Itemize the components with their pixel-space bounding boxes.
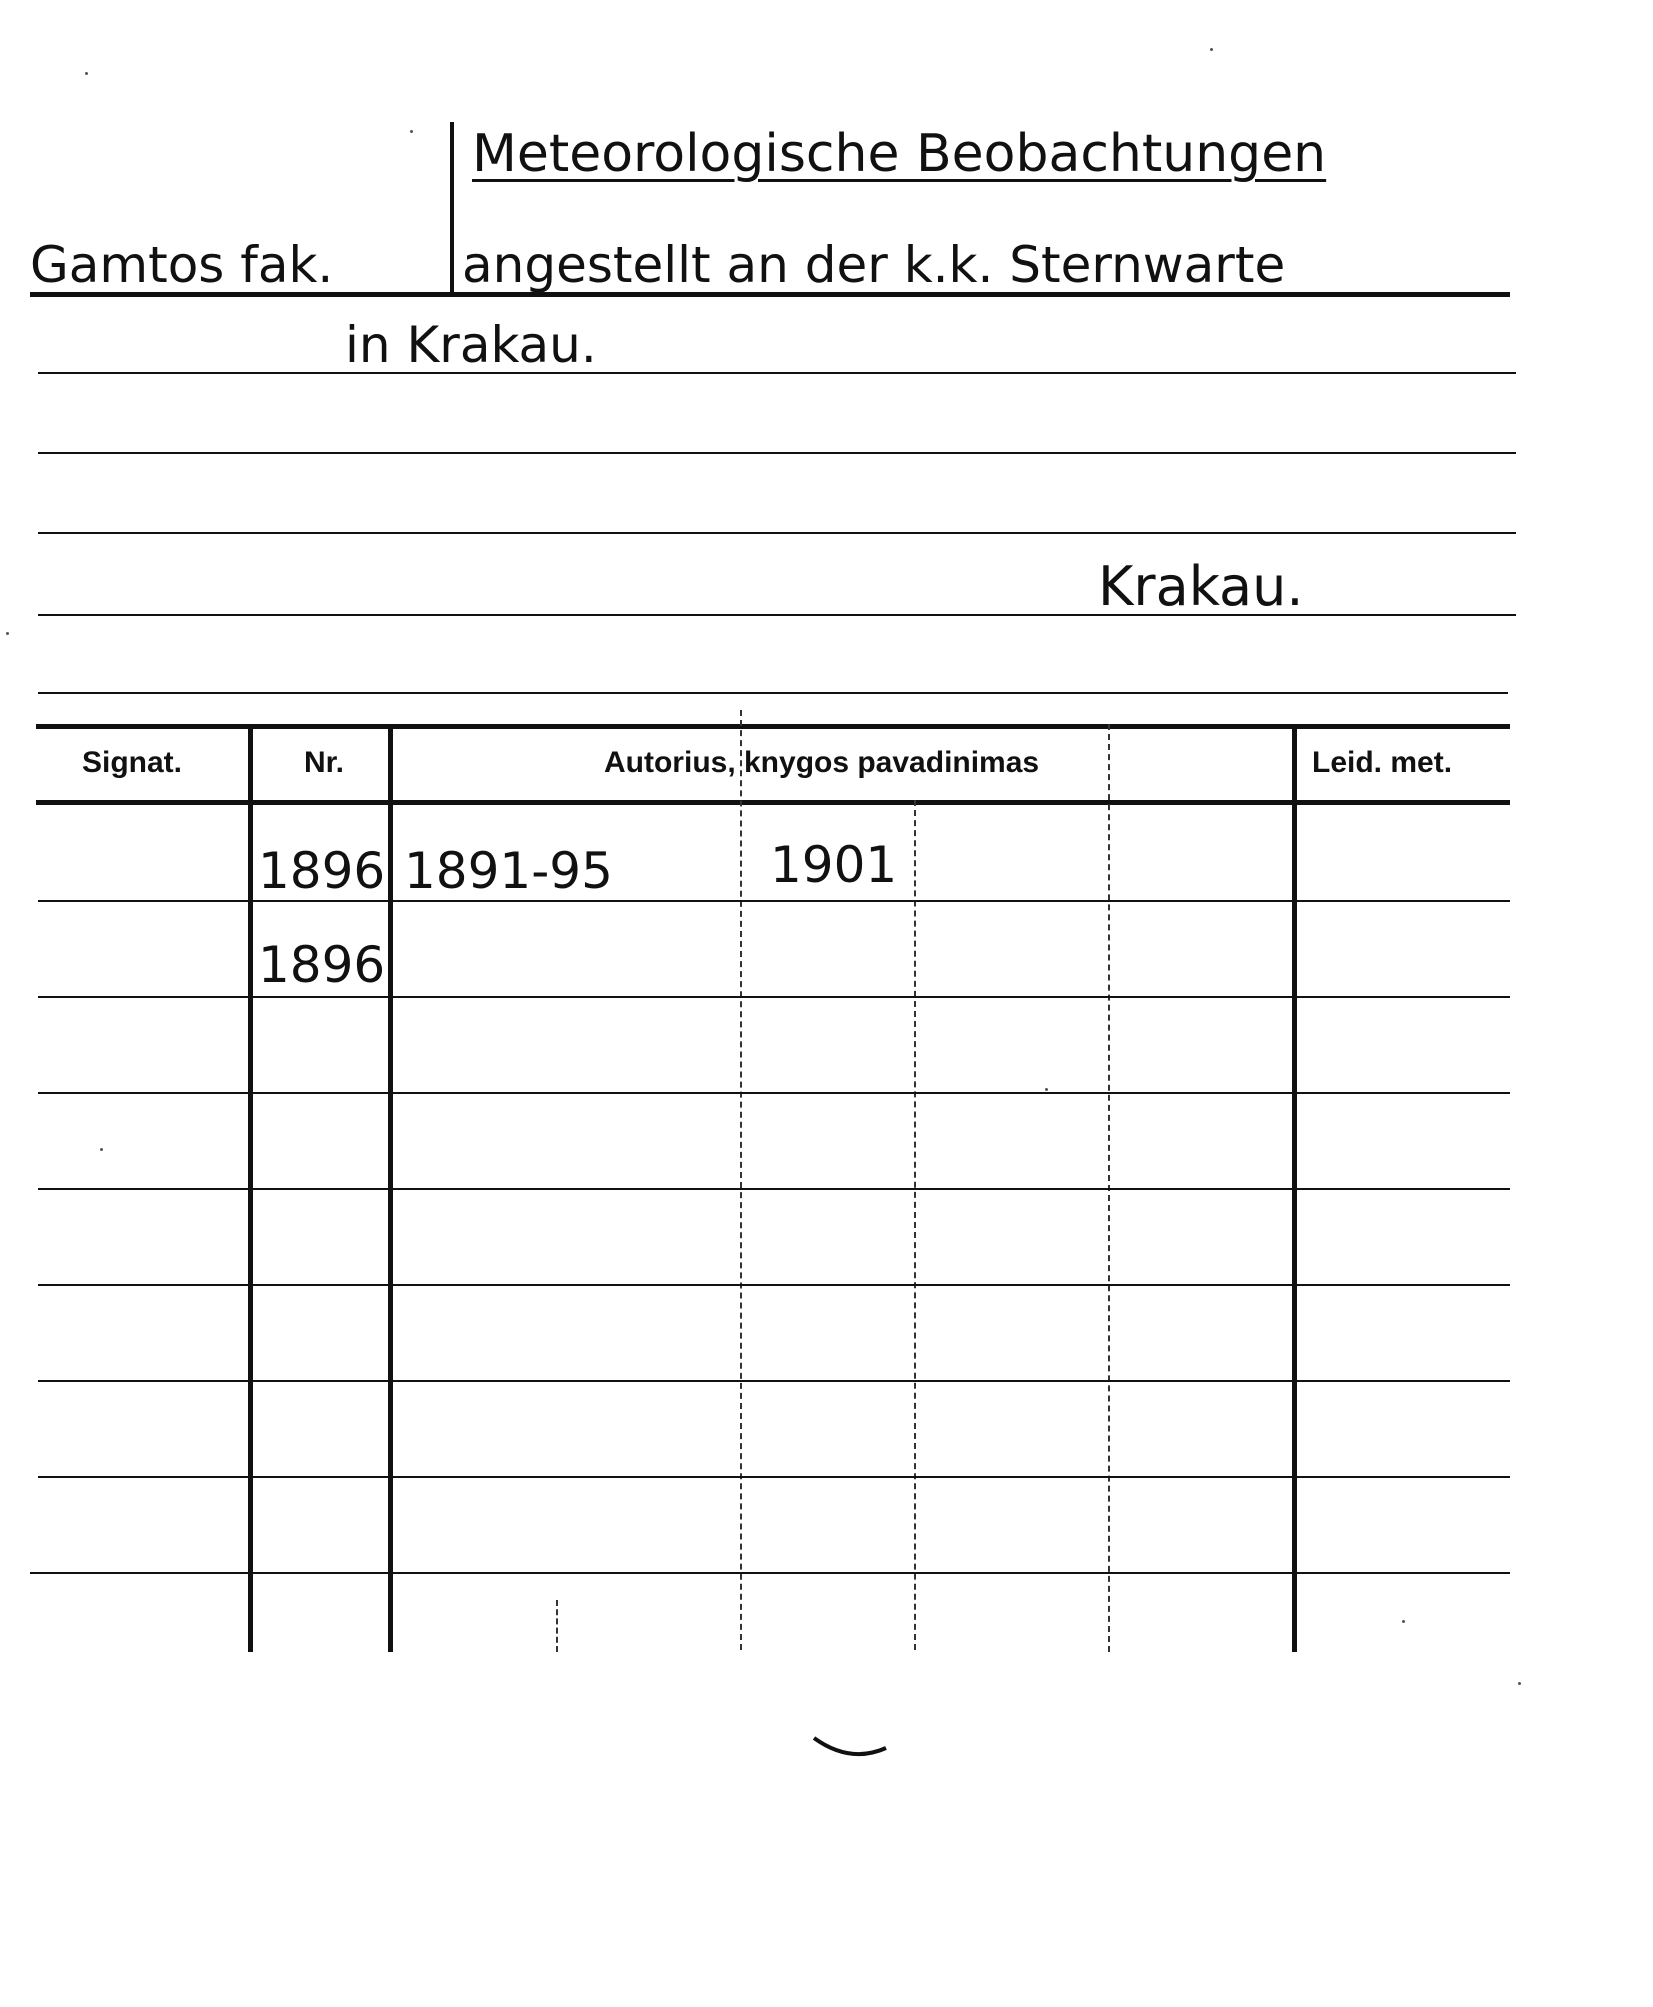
paper-speck: [1045, 1088, 1048, 1091]
table-row-line: [38, 1380, 1510, 1382]
table-row-line: [38, 1188, 1510, 1190]
table-row-line: [38, 1476, 1510, 1478]
ruled-line: [38, 614, 1516, 616]
table-row-1-extra: 1901: [770, 836, 898, 894]
faculty-note: Gamtos fak.: [30, 236, 334, 294]
subtitle-line: angestellt an der k.k. Sternwarte: [462, 236, 1286, 294]
heading-underline: [30, 292, 1510, 297]
table-row-line: [38, 1092, 1510, 1094]
column-header-year: Leid. met.: [1312, 746, 1453, 779]
table-row-line: [38, 1284, 1510, 1286]
column-guide: [914, 800, 916, 1650]
title-line: Meteorologische Beobachtungen: [472, 124, 1327, 184]
column-header-nr: Nr.: [304, 746, 345, 779]
table-top-border: [36, 724, 1510, 729]
table-row-line: [38, 996, 1510, 998]
table-row-2-nr: 1896: [258, 936, 386, 994]
table-row-line: [38, 900, 1510, 902]
paper-speck: [1210, 48, 1213, 51]
table-header-border: [36, 800, 1510, 805]
paper-speck: [100, 1148, 103, 1151]
ruled-line: [38, 372, 1516, 374]
table-row-1-title: 1891-95: [404, 842, 613, 900]
column-header-title: Autorius, knygos pavadinimas: [604, 746, 1040, 779]
paper-mark: [810, 1732, 890, 1762]
paper-speck: [85, 72, 88, 75]
column-guide: [740, 710, 742, 1650]
ruled-line: [38, 532, 1516, 534]
paper-speck: [1402, 1620, 1405, 1623]
ruled-line: [38, 452, 1516, 454]
place-line: in Krakau.: [345, 316, 597, 374]
column-guide: [556, 1600, 558, 1652]
column-header-signat: Signat.: [82, 746, 183, 779]
table-row-line: [30, 1572, 1510, 1574]
paper-speck: [410, 130, 413, 133]
title-margin-rule: [450, 122, 454, 292]
paper-speck: [1518, 1682, 1521, 1685]
paper-speck: [6, 632, 9, 635]
publisher-place: Krakau.: [1098, 555, 1304, 618]
ruled-line: [38, 692, 1508, 694]
table-row-1-nr: 1896: [258, 842, 386, 900]
